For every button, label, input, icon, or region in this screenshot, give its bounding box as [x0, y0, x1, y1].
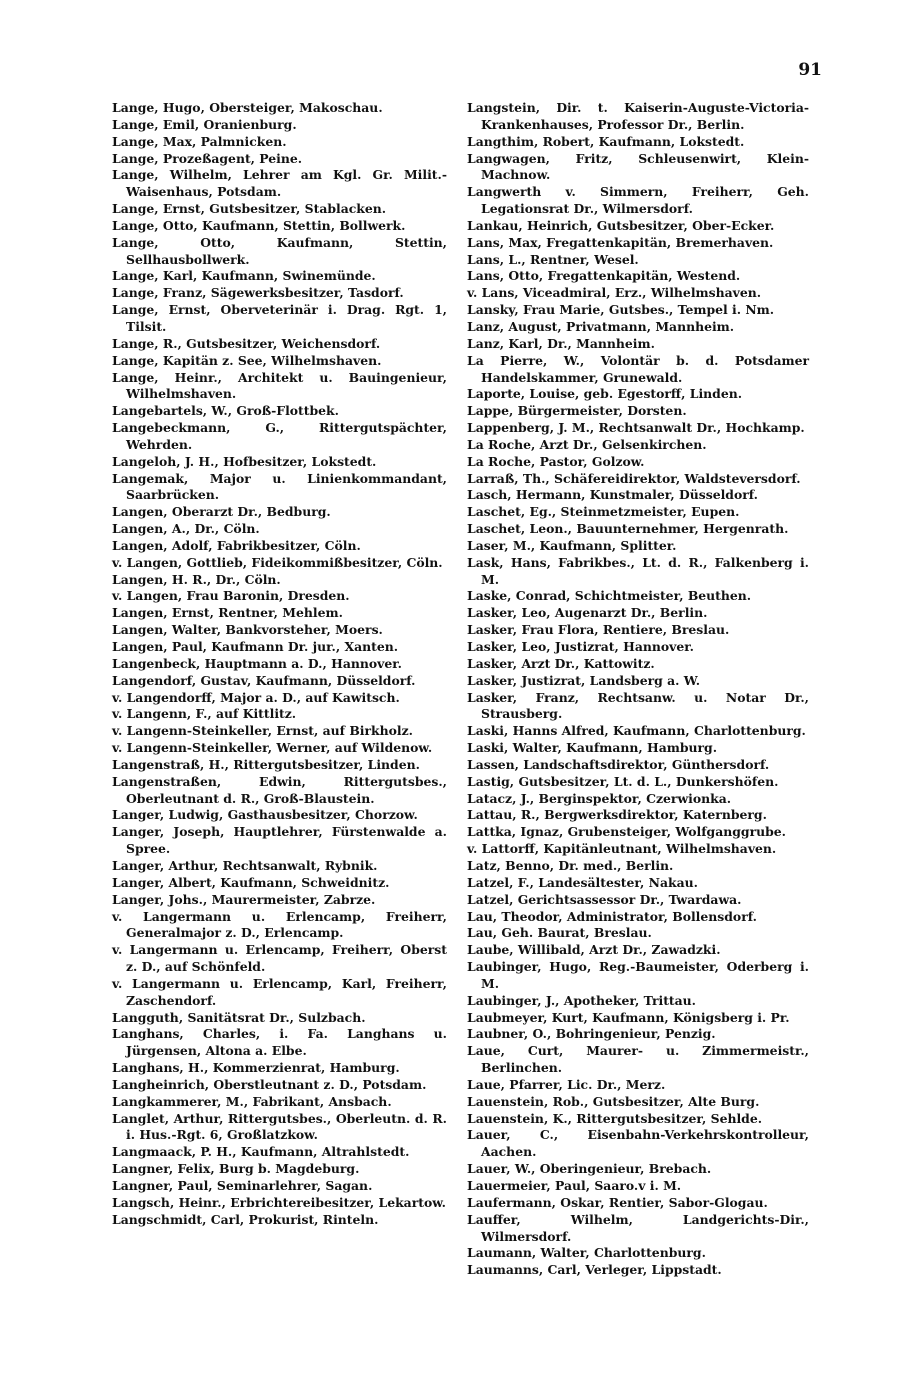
directory-entry: Langheinrich, Oberstleutnant z. D., Potsdam.: [112, 1076, 427, 1092]
directory-entry: Latzel, F., Landesältester, Nakau.: [467, 874, 698, 890]
directory-entry: Laschet, Leon., Bauunternehmer, Hergenrath.: [467, 521, 789, 537]
directory-entry: Lasch, Hermann, Kunstmaler, Düsseldorf.: [467, 487, 758, 503]
directory-entry: Lans, L., Rentner, Wesel.: [467, 251, 639, 267]
directory-entry: La Roche, Pastor, Golzow.: [467, 453, 645, 469]
directory-entry: La Pierre, W., Volontär b. d. Potsdamer Handelskammer, Grunewald.: [467, 352, 809, 385]
directory-entry: Langmaack, P. H., Kaufmann, Altrahlstedt.: [112, 1144, 410, 1160]
directory-entry: Lange, Heinr., Architekt u. Bauingenieur, Wilhelmshaven.: [112, 369, 447, 402]
directory-entry: Langguth, Sanitätsrat Dr., Sulzbach.: [112, 1009, 366, 1025]
directory-entry: Lange, Wilhelm, Lehrer am Kgl. Gr. Milit.-Waisenhaus, Potsdam.: [112, 167, 447, 200]
directory-entry: Lans, Max, Fregattenkapitän, Bremerhaven.: [467, 234, 774, 250]
directory-entry: Lauenstein, Rob., Gutsbesitzer, Alte Burg.: [467, 1093, 760, 1109]
directory-entry: Langen, Ernst, Rentner, Mehlem.: [112, 605, 343, 621]
directory-entry: Laubinger, J., Apotheker, Trittau.: [467, 992, 697, 1008]
directory-entry: Lange, Hugo, Obersteiger, Makoschau.: [112, 100, 383, 115]
directory-entry: Langer, Ludwig, Gasthausbesitzer, Chorzow.: [112, 807, 418, 823]
directory-entry: v. Langen, Gottlieb, Fideikommißbesitzer, Cöln.: [112, 554, 443, 570]
directory-entry: Lange, Ernst, Gutsbesitzer, Stablacken.: [112, 201, 387, 217]
directory-entry: Langen, Oberarzt Dr., Bedburg.: [112, 504, 331, 520]
directory-entry: Langer, Johs., Maurermeister, Zabrze.: [112, 891, 376, 907]
directory-entry: Laubner, O., Bohringenieur, Penzig.: [467, 1026, 716, 1042]
directory-entry: Lankau, Heinrich, Gutsbesitzer, Ober-Ecker.: [467, 217, 775, 233]
directory-entry: Lauermeier, Paul, Saaro.v i. M.: [467, 1178, 682, 1193]
directory-entry: Langenstraß, H., Rittergutsbesitzer, Linden.: [112, 756, 420, 772]
directory-entry: v. Langenn, F., auf Kittlitz.: [112, 706, 297, 722]
directory-entry: Lange, Ernst, Oberveterinär i. Drag. Rgt. 1, Tilsit.: [112, 302, 447, 334]
directory-entry: v. Langenn-Steinkeller, Ernst, auf Birkholz.: [112, 723, 413, 739]
directory-entry: Laske, Conrad, Schichtmeister, Beuthen.: [467, 588, 752, 604]
directory-entry: Langen, Walter, Bankvorsteher, Moers.: [112, 622, 383, 638]
directory-entry: v. Langenn-Steinkeller, Werner, auf Wildenow.: [112, 740, 433, 756]
directory-entry: Langthim, Robert, Kaufmann, Lokstedt.: [467, 133, 745, 149]
directory-entry: Laporte, Louise, geb. Egestorff, Linden.: [467, 386, 743, 402]
directory-entry: Lanz, August, Privatmann, Mannheim.: [467, 318, 735, 334]
directory-entry: Lange, Prozeßagent, Peine.: [112, 150, 303, 166]
directory-entry: Lange, Otto, Kaufmann, Stettin, Bollwerk.: [112, 217, 406, 233]
directory-entry: Langkammerer, M., Fabrikant, Ansbach.: [112, 1093, 392, 1109]
directory-entry: Laube, Willibald, Arzt Dr., Zawadzki.: [467, 942, 721, 958]
directory-entry: Langner, Paul, Seminarlehrer, Sagan.: [112, 1178, 373, 1193]
directory-entry: Langer, Albert, Kaufmann, Schweidnitz.: [112, 874, 390, 890]
directory-entry: Laue, Pfarrer, Lic. Dr., Merz.: [467, 1076, 666, 1092]
directory-entry: Laschet, Eg., Steinmetzmeister, Eupen.: [467, 504, 740, 520]
directory-entry: Lange, Kapitän z. See, Wilhelmshaven.: [112, 352, 382, 368]
directory-entry: Lauffer, Wilhelm, Landgerichts-Dir., Wilmersdorf.: [467, 1211, 809, 1244]
directory-entry: Lasker, Leo, Augenarzt Dr., Berlin.: [467, 605, 708, 621]
directory-entry: Lange, Max, Palmnicken.: [112, 133, 287, 149]
directory-entry: Langenbeck, Hauptmann a. D., Hannover.: [112, 655, 402, 671]
directory-entry: Langemak, Major u. Linienkommandant, Saarbrücken.: [112, 470, 447, 503]
directory-entry: Lasker, Leo, Justizrat, Hannover.: [467, 639, 694, 654]
directory-entry: Langer, Joseph, Hauptlehrer, Fürstenwalde a. Spree.: [112, 824, 447, 857]
directory-entry: v. Lattorff, Kapitänleutnant, Wilhelmshaven.: [467, 841, 777, 857]
directory-entry: v. Langermann u. Erlencamp, Freiherr, Generalmajor z. D., Erlencamp.: [112, 908, 447, 941]
directory-entry: Lask, Hans, Fabrikbes., Lt. d. R., Falkenberg i. M.: [467, 554, 809, 587]
directory-entry: Lastig, Gutsbesitzer, Lt. d. L., Dunkershöfen.: [467, 773, 779, 789]
directory-entry: Laski, Walter, Kaufmann, Hamburg.: [467, 740, 718, 756]
directory-entry: Lattau, R., Bergwerksdirektor, Katernberg.: [467, 807, 767, 823]
directory-entry: Laumann, Walter, Charlottenburg.: [467, 1245, 706, 1261]
directory-entry: Langen, Paul, Kaufmann Dr. jur., Xanten.: [112, 639, 399, 654]
directory-entry: Lappe, Bürgermeister, Dorsten.: [467, 403, 687, 419]
directory-entry: v. Langermann u. Erlencamp, Karl, Freiherr, Zaschendorf.: [112, 975, 447, 1008]
directory-entry: Laubmeyer, Kurt, Kaufmann, Königsberg i. Pr.: [467, 1009, 790, 1025]
directory-entry: v. Langen, Frau Baronin, Dresden.: [112, 588, 350, 604]
directory-entry: Lau, Geh. Baurat, Breslau.: [467, 925, 652, 941]
right-column: [467, 100, 809, 1279]
directory-entry: Larraß, Th., Schäfereidirektor, Waldsteversdorf.: [467, 470, 801, 486]
directory-entry: Langeloh, J. H., Hofbesitzer, Lokstedt.: [112, 453, 377, 469]
directory-entry: Langwagen, Fritz, Schleusenwirt, Klein-Machnow.: [467, 150, 809, 183]
directory-entry: Lans, Otto, Fregattenkapitän, Westend.: [467, 268, 741, 284]
directory-entry: Lange, Franz, Sägewerksbesitzer, Tasdorf.: [112, 285, 404, 301]
directory-entry: v. Lans, Viceadmiral, Erz., Wilhelmshaven.: [467, 285, 762, 301]
directory-entry: Latz, Benno, Dr. med., Berlin.: [467, 857, 674, 873]
directory-entry: Lattka, Ignaz, Grubensteiger, Wolfganggrube.: [467, 824, 786, 840]
directory-entry: Langwerth v. Simmern, Freiherr, Geh. Legationsrat Dr., Wilmersdorf.: [467, 184, 809, 217]
left-column: [112, 100, 447, 1229]
directory-entry: Lange, Karl, Kaufmann, Swinemünde.: [112, 268, 376, 284]
directory-entry: v. Langermann u. Erlencamp, Freiherr, Oberst z. D., auf Schönfeld.: [112, 942, 447, 975]
directory-entry: Langschmidt, Carl, Prokurist, Rinteln.: [112, 1211, 379, 1227]
directory-entry: Lauer, C., Eisenbahn-Verkehrskontrolleur, Aachen.: [467, 1127, 809, 1160]
directory-entry: Langen, Adolf, Fabrikbesitzer, Cöln.: [112, 537, 361, 553]
directory-entry: Langendorf, Gustav, Kaufmann, Düsseldorf.: [112, 672, 416, 688]
directory-entry: Langebeckmann, G., Rittergutspächter, Wehrden.: [112, 420, 447, 452]
directory-entry: Lasker, Franz, Rechtsanw. u. Notar Dr., Strausberg.: [467, 689, 809, 722]
directory-entry: Laue, Curt, Maurer- u. Zimmermeistr., Berlinchen.: [467, 1043, 809, 1076]
directory-entry: Laufermann, Oskar, Rentier, Sabor-Glogau.: [467, 1194, 768, 1210]
directory-entry: Langebartels, W., Groß-Flottbek.: [112, 403, 339, 419]
directory-entry: Lasker, Arzt Dr., Kattowitz.: [467, 655, 655, 671]
directory-entry: Lange, Emil, Oranienburg.: [112, 116, 297, 132]
directory-entry: Lauenstein, K., Rittergutsbesitzer, Sehlde.: [467, 1110, 763, 1126]
directory-entry: Laumanns, Carl, Verleger, Lippstadt.: [467, 1262, 722, 1278]
directory-entry: Lasker, Frau Flora, Rentiere, Breslau.: [467, 622, 730, 638]
directory-entry: Laubinger, Hugo, Reg.-Baumeister, Oderberg i. M.: [467, 959, 809, 991]
directory-entry: Laski, Hanns Alfred, Kaufmann, Charlottenburg.: [467, 723, 806, 739]
directory-entry: Latzel, Gerichtsassessor Dr., Twardawa.: [467, 891, 742, 907]
directory-entry: Langhans, Charles, i. Fa. Langhans u. Jürgensen, Altona a. Elbe.: [112, 1026, 447, 1059]
directory-entry: v. Langendorff, Major a. D., auf Kawitsch.: [112, 689, 400, 705]
directory-entry: Langsch, Heinr., Erbrichtereibesitzer, Lekartow.: [112, 1194, 446, 1210]
directory-entry: Lange, Otto, Kaufmann, Stettin, Sellhausbollwerk.: [112, 234, 447, 267]
directory-entry: Langen, A., Dr., Cöln.: [112, 521, 260, 537]
directory-entry: Langer, Arthur, Rechtsanwalt, Rybnik.: [112, 857, 378, 873]
directory-entry: Lasker, Justizrat, Landsberg a. W.: [467, 672, 701, 688]
directory-entry: Langlet, Arthur, Rittergutsbes., Oberleutn. d. R. i. Hus.-Rgt. 6, Großlatzkow.: [112, 1110, 447, 1143]
directory-entry: Langner, Felix, Burg b. Magdeburg.: [112, 1161, 360, 1177]
directory-entry: Lange, R., Gutsbesitzer, Weichensdorf.: [112, 335, 381, 351]
directory-entry: Langstein, Dir. t. Kaiserin-Auguste-Victoria-Krankenhauses, Professor Dr., Berlin.: [467, 100, 809, 132]
directory-entry: Langenstraßen, Edwin, Rittergutsbes., Oberleutnant d. R., Groß-Blaustein.: [112, 773, 447, 806]
directory-entry: Lappenberg, J. M., Rechtsanwalt Dr., Hochkamp.: [467, 420, 805, 436]
directory-entry: Laser, M., Kaufmann, Splitter.: [467, 537, 677, 553]
directory-entry: Latacz, J., Berginspektor, Czerwionka.: [467, 790, 732, 806]
directory-entry: La Roche, Arzt Dr., Gelsenkirchen.: [467, 436, 707, 452]
page-number: 91: [798, 60, 822, 80]
directory-entry: Lansky, Frau Marie, Gutsbes., Tempel i. Nm.: [467, 302, 775, 318]
directory-entry: Lauer, W., Oberingenieur, Brebach.: [467, 1161, 712, 1177]
directory-entry: Langhans, H., Kommerzienrat, Hamburg.: [112, 1060, 400, 1076]
directory-entry: Lassen, Landschaftsdirektor, Günthersdorf.: [467, 756, 770, 772]
directory-entry: Lau, Theodor, Administrator, Bollensdorf.: [467, 908, 757, 924]
directory-entry: Langen, H. R., Dr., Cöln.: [112, 571, 281, 587]
directory-entry: Lanz, Karl, Dr., Mannheim.: [467, 335, 655, 351]
